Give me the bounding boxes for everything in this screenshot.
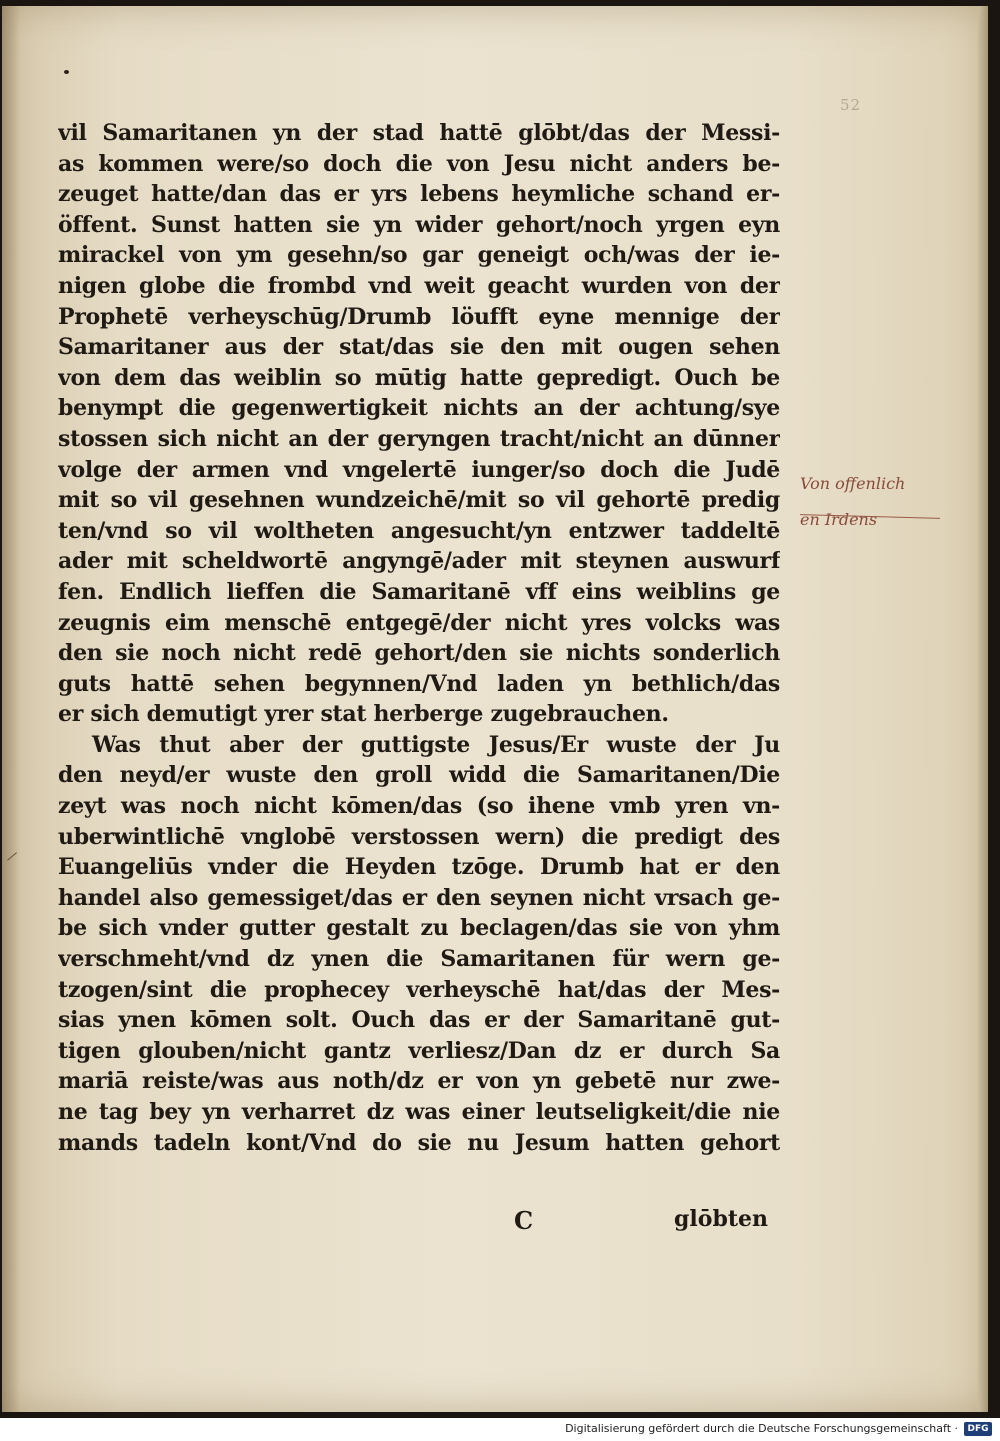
text-line: Was thut aber der guttigste Jesus/Er wuste der Ju [92,731,780,758]
gutter-shadow [2,6,20,1412]
text-line: as kommen were/so doch die von Jesu nicht anders be- [58,150,780,177]
page-number: 52 [840,96,862,114]
funding-notice: Digitalisierung gefördert durch die Deutsche Forschungsgemeinschaft · [565,1422,958,1435]
text-line: vil Samaritanen yn der stad hattē glōbt/das der Messi- [58,120,780,146]
text-line: stossen sich nicht an der geryngen tracht/nicht an dūnner [58,425,780,452]
signature-mark: C [514,1206,534,1235]
ink-dot-mark [64,70,69,74]
text-line: mirackel von ym gesehn/so gar geneigt och/was der ie- [58,242,780,269]
text-line: Euangeliūs vnder die Heyden tzōge. Drumb hat er den [58,854,780,881]
text-line: von dem das weiblin so mūtig hatte gepredigt. Ouch be [58,364,780,391]
text-line: tzogen/sint die prophecey verheyschē hat/das der Mes- [58,976,780,1003]
text-line: guts hattē sehen begynnen/Vnd laden yn bethlich/das [58,670,780,697]
text-line: mands tadeln kont/Vnd do sie nu Jesum hatten gehort [58,1129,780,1156]
dfg-logo: DFG [964,1422,992,1436]
margin-annotation [800,466,980,538]
text-line: fen. Endlich lieffen die Samaritanē vff eins weiblins ge [58,578,780,605]
text-line: ne tag bey yn verharret dz was einer leutseligkeit/die nie [58,1099,780,1125]
body-text [58,118,780,1158]
text-line: handel also gemessiget/das er den seynen nicht vrsach ge- [58,884,780,911]
margin-annotation-line: en Irdens [800,510,878,529]
text-line: ten/vnd so vil woltheten angesucht/yn entzwer taddeltē [58,517,780,544]
text-line: zeugnis eim menschē entgegē/der nicht yres volcks was [58,609,780,636]
text-line: den sie noch nicht redē gehort/den sie nichts sonderlich [58,640,780,667]
text-line: den neyd/er wuste den groll widd die Samaritanen/Die [58,762,780,789]
book-page [2,6,988,1412]
text-line: verschmeht/vnd dz ynen die Samaritanen für wern ge- [58,946,780,973]
text-line: tigen glouben/nicht gantz verliesz/Dan dz er durch Sa [58,1037,780,1064]
text-line: volge der armen vnd vngelertē iunger/so doch die Judē [58,456,780,483]
text-line: sias ynen kōmen solt. Ouch das er der Samaritanē gut- [58,1007,780,1034]
page-edge [978,6,988,1412]
page-foot [58,1206,780,1242]
footer-bar [0,1418,1000,1441]
text-line: Samaritaner aus der stat/das sie den mit ougen sehen [58,334,780,361]
margin-annotation-line: Von offenlich [800,474,906,493]
text-line: Prophetē verheyschūg/Drumb löufft eyne mennige der [58,303,780,330]
text-line: benympt die gegenwertigkeit nichts an der achtung/sye [58,395,780,422]
text-line: nigen globe die frombd vnd weit geacht wurden von der [58,272,780,299]
text-line: uberwintlichē vnglobē verstossen wern) die predigt des [58,823,780,850]
catchword: glōbten [674,1206,768,1232]
text-line: mariā reiste/was aus noth/dz er von yn gebetē nur zwe- [58,1068,780,1095]
text-line: zeyt was noch nicht kōmen/das (so ihene vmb yren vn- [58,793,780,820]
text-line: zeuget hatte/dan das er yrs lebens heymliche schand er- [58,181,780,208]
text-line: be sich vnder gutter gestalt zu beclagen/das sie von yhm [58,915,780,942]
text-line: er sich demutigt yrer stat herberge zugebrauchen. [58,701,669,728]
text-line: öffent. Sunst hatten sie yn wider gehort/noch yrgen eyn [58,211,780,238]
text-line: ader mit scheldwortē angyngē/ader mit steynen auswurf [58,548,780,575]
text-line: mit so vil gesehnen wundzeichē/mit so vil gehortē predig [58,487,780,514]
